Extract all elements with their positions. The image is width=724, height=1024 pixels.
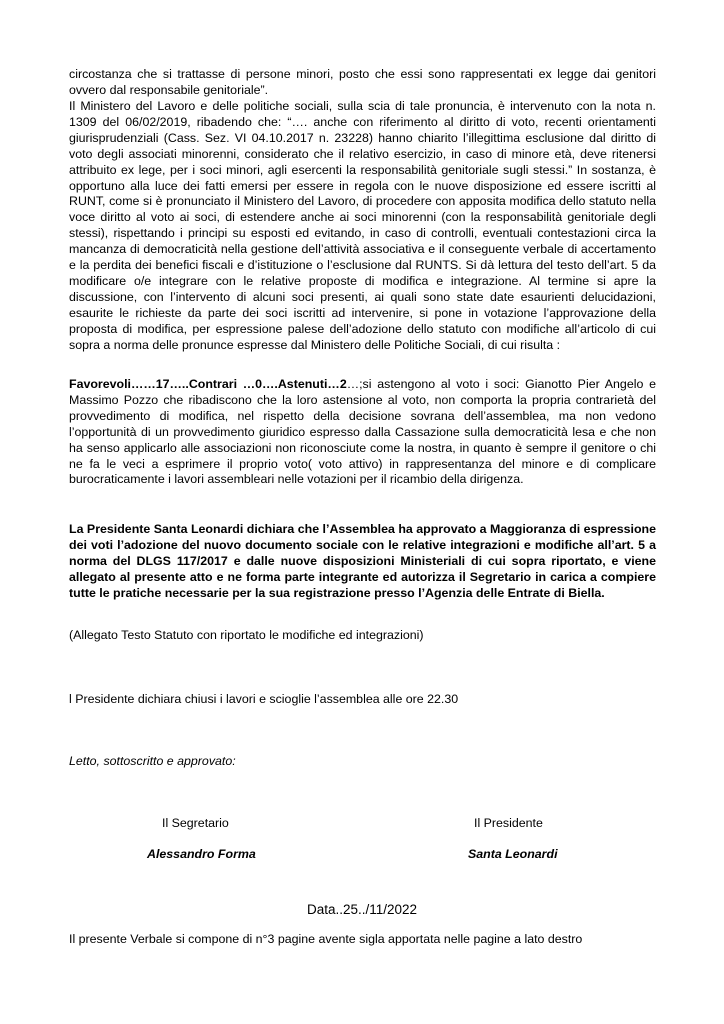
footer-note: Il presente Verbale si compone di n°3 pagine avente sigla apportata nelle pagine a lato destro (69, 932, 583, 946)
president-title: Il Presidente (474, 816, 543, 830)
vote-abstention-note: …;si astengono al voto i soci: Gianotto Pier Angelo e Massimo Pozzo che ribadiscono che la loro astensione al voto, non comporta la propria contrarietà del provvedimento di modifica, nel rispetto della decisione sovrana dell’assemblea, ma non vedono l’opportunità di un provvedimento giuridico espresso dalla Cassazione sulla democraticità lesa e che non ha senso applicarlo alle associazioni non riconosciute come la nostra, in quanto è sempre il genitore o chi ne fa le veci a esprimere il proprio voto( voto attivo) in rappresentanza del minore e di complicare burocraticamente i lavori assembleari nelle votazioni per il ricambio della dirigenza. (69, 377, 656, 487)
vote-counts: Favorevoli……17…..Contrari …0….Astenuti…2 (69, 377, 347, 391)
president-name: Santa Leonardi (468, 847, 558, 861)
document-date: Data..25../11/2022 (306, 902, 418, 917)
paragraph-vote-result (69, 377, 656, 488)
paragraph-decision: La Presidente Santa Leonardi dichiara che l’Assemblea ha approvato a Maggioranza di espressione dei voti l’adozione del nuovo documento sociale con le relative integrazioni e modifiche all’art. 5 a norma del DLGS 117/2017 e dalle nuove disposizioni Ministeriali di cui sopra riportato, e viene allegato al presente atto e ne forma parte integrante ed autorizza il Segretario in carica a compiere tutte le pratiche necessarie per la sua registrazione presso l’Agenzia delle Entrate di Biella. (69, 522, 656, 600)
closing-statement: l Presidente dichiara chiusi i lavori e scioglie l’assemblea alle ore 22.30 (69, 692, 459, 706)
secretary-name: Alessandro Forma (147, 847, 256, 861)
paragraph-ministry-note: Il Ministero del Lavoro e delle politiche sociali, sulla scia di tale pronuncia, è intervenuto con la nota n. 1309 del 06/02/2019, ribadendo che: “…. anche con riferimento al diritto di voto, recenti orientamenti giurisprudenziali (Cass. Sez. VI 04.10.2017 n. 23228) hanno chiarito l’illegittima esclusione dal diritto di voto degli associati minorenni, considerato che il relativo esercizio, in caso di minore età, deve ritenersi attribuito ex lege, per i soci minori, agli esercenti la responsabilità genitoriale sugli stessi.” In sostanza, è opportuno alla luce dei fatti emersi per essere in regola con le nuove disposizione ed essere iscritti al RUNT, come si è pronunciato il Ministero del Lavoro, di procedere con apposita modifica dello statuto nella voce diritto al voto ai soci, di estendere anche ai soci minorenni (con la responsabilità genitoriale degli stessi), rispettando i principi su esposti ed evitando, in caso di controlli, eventuali contestazioni circa la mancanza di democraticità nella gestione dell’attività associativa e il conseguente verbale di accertamento e la perdita dei benefici fiscali e d’istituzione o l’esclusione dal RUNTS. Si dà lettura del testo dell’art. 5 da modificare o/e integrare con le relative proposte di modifica e integrazione. Al termine si apre la discussione, con l’intervento di alcuni soci presenti, ai quali sono state date esaurienti delucidazioni, esaurite le richieste da parte dei soci iscritti ad intervenire, si pone in votazione l’approvazione della proposta di modifica, per espressione palese dell’adozione dello statuto con modifiche all’articolo di cui sopra a norma delle pronunce espresse dal Ministero delle Politiche Sociali, di cui risulta : (69, 99, 656, 352)
read-approved-line: Letto, sottoscritto e approvato: (69, 754, 236, 768)
secretary-title: Il Segretario (162, 816, 229, 830)
paragraph-intro-continuation: circostanza che si trattasse di persone minori, posto che essi sono rappresentati ex legge dai genitori ovvero dal responsabile genitoriale”. (69, 67, 656, 97)
attachment-note: (Allegato Testo Statuto con riportato le modifiche ed integrazioni) (69, 628, 424, 642)
